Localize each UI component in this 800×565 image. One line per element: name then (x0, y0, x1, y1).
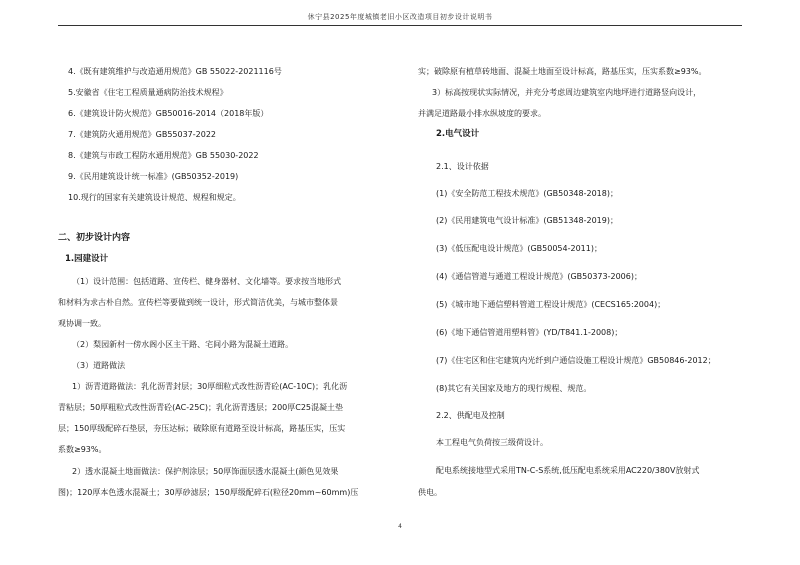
electrical-reference: (6)《地下通信管道用塑料管》(YD/T841.1-2008)； (436, 328, 623, 337)
electrical-reference: (7)《住宅区和住宅建筑内光纤到户通信设施工程设计规范》GB50846-2012； (436, 356, 716, 365)
subsection-heading: 2.2、供配电及控制 (436, 411, 505, 420)
paragraph-line: 层；150厚级配碎石垫层，夯压达标；破除原有道路至设计标高，路基压实，压实 (58, 424, 346, 433)
paragraph-line: 并满足道路最小排水纵坡度的要求。 (418, 109, 546, 118)
paragraph-line: 观协调一致。 (58, 319, 106, 328)
paragraph-line: （2）梨园新村一傍水阁小区主干路、宅间小路为混凝土道路。 (72, 340, 294, 349)
paragraph-line: 3）标高按现状实际情况，并充分考虑周边建筑室内地坪进行道路竖向设计， (432, 88, 702, 97)
electrical-reference: (3)《低压配电设计规范》(GB50054-2011)； (436, 244, 602, 253)
paragraph-line: 本工程电气负荷按三级荷设计。 (436, 438, 548, 447)
paragraph-line: 图)；120厚本色透水混凝土；30厚砂滤层；150厚级配碎石(粒径20mm~60mm)压 (58, 488, 359, 497)
electrical-reference: (5)《城市地下通信塑料管道工程设计规范》(CECS165:2004)； (436, 300, 666, 309)
paragraph-line: 配电系统接地型式采用TN-C-S系统,低压配电系统采用AC220/380V放射式 (436, 466, 700, 475)
paragraph-line: （1）设计范围：包括道路、宣传栏、健身器材、文化墙等。要求按当地形式 (72, 277, 342, 286)
paragraph-line: 系数≥93%。 (58, 445, 107, 454)
subsection-heading: 2.1、设计依据 (436, 162, 489, 171)
reference-item: 4.《既有建筑维护与改造通用规范》GB 55022-2021116号 (68, 67, 282, 76)
section-heading: 二、初步设计内容 (58, 233, 131, 243)
reference-item: 5.安徽省《住宅工程质量通病防治技术规程》 (68, 88, 228, 97)
paragraph-line: （3）道路做法 (72, 361, 126, 370)
paragraph-line: 2）透水混凝土地面做法：保护剂涂层；50厚饰面层透水混凝土(颜色见效果 (72, 467, 339, 476)
paragraph-line: 实；破除原有植草砖地面、混凝土地面至设计标高，路基压实，压实系数≥93%。 (418, 67, 707, 76)
reference-item: 8.《建筑与市政工程防水通用规范》GB 55030-2022 (68, 151, 259, 160)
subsection-heading: 2.电气设计 (436, 129, 480, 139)
reference-item: 6.《建筑设计防火规范》GB50016-2014（2018年版） (68, 109, 269, 118)
header-divider (58, 25, 742, 26)
reference-item: 7.《建筑防火通用规范》GB55037-2022 (68, 130, 217, 139)
page-number: 4 (398, 523, 402, 530)
subsection-heading: 1.园建设计 (65, 254, 109, 264)
paragraph-line: 青粘层；50厚粗粒式改性沥青砼(AC-25C)；乳化沥青透层；200厚C25混凝土垫 (58, 403, 344, 412)
reference-item: 9.《民用建筑设计统一标准》(GB50352-2019) (68, 172, 239, 181)
electrical-reference: (4)《通信管道与通道工程设计规范》(GB50373-2006)； (436, 272, 642, 281)
electrical-reference: (2)《民用建筑电气设计标准》(GB51348-2019)； (436, 216, 618, 225)
electrical-reference: (1)《安全防范工程技术规范》(GB50348-2018)； (436, 189, 618, 198)
reference-item: 10.现行的国家有关建筑设计规范、规程和规定。 (68, 193, 241, 202)
paragraph-line: 和材料为求古朴自然。宣传栏等要做到统一设计，形式简洁优美，与城市整体景 (58, 298, 338, 307)
page-header: 休宁县2025年度城镇老旧小区改造项目初步设计说明书 (307, 13, 493, 21)
electrical-reference: (8)其它有关国家及地方的现行规程、规范。 (436, 384, 592, 393)
paragraph-line: 1）沥青道路做法：乳化沥青封层；30厚细粒式改性沥青砼(AC-10C)；乳化沥 (72, 382, 348, 391)
paragraph-line: 供电。 (418, 488, 442, 497)
